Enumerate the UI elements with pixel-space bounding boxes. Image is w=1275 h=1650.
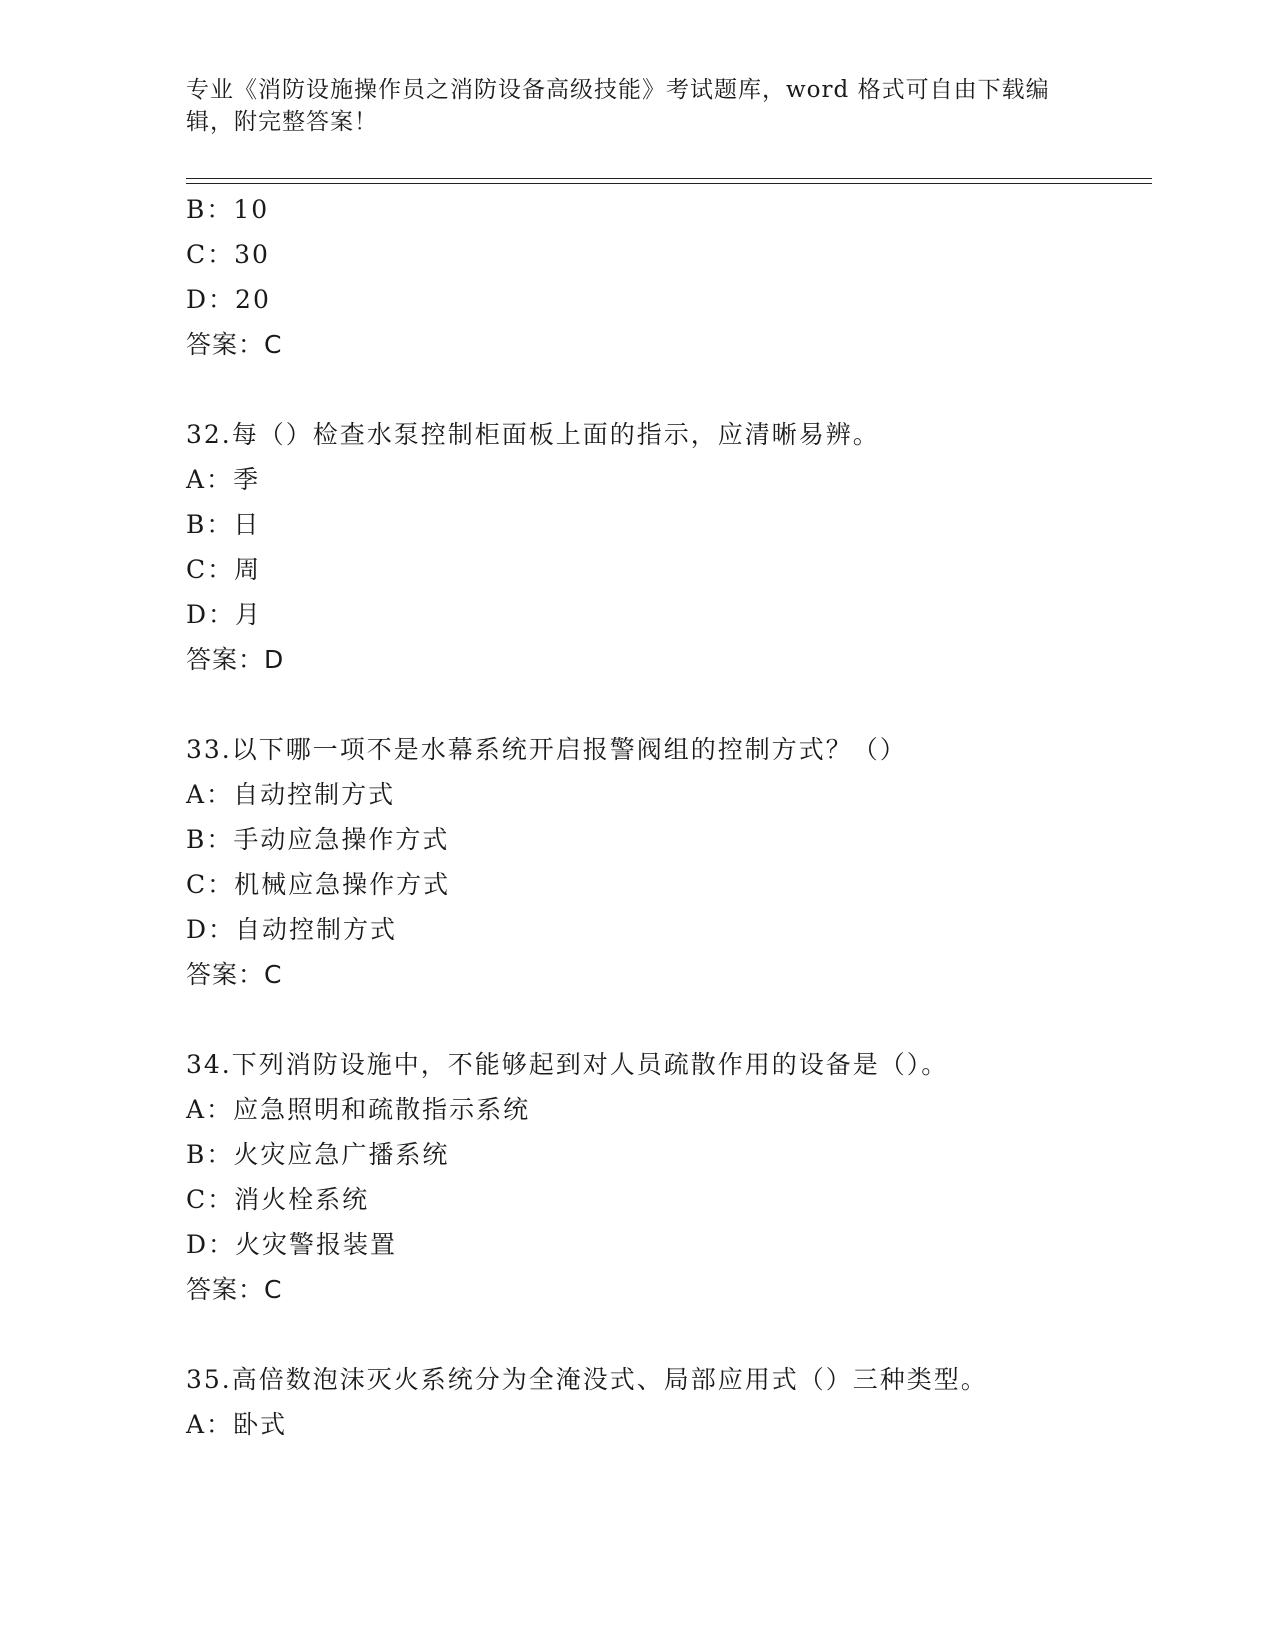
option-label: C： bbox=[186, 555, 235, 584]
intro-line-1: 专业《消防设施操作员之消防设备高级技能》考试题库，word 格式可自由下载编 bbox=[186, 77, 1050, 103]
option-text: 30 bbox=[234, 240, 270, 269]
option-label: B： bbox=[186, 1140, 234, 1169]
option-label: A： bbox=[186, 1410, 234, 1439]
option-label: B： bbox=[186, 195, 234, 224]
q32-option-d bbox=[186, 598, 262, 632]
q35-option-a bbox=[186, 1408, 287, 1442]
q33-option-a bbox=[186, 778, 395, 812]
option-text: 消火栓系统 bbox=[234, 1185, 370, 1214]
option-label: B： bbox=[186, 825, 234, 854]
option-label: B： bbox=[186, 510, 234, 539]
option-text: 火灾应急广播系统 bbox=[233, 1140, 450, 1169]
q35-stem: 35.高倍数泡沫灭火系统分为全淹没式、局部应用式（）三种类型。 bbox=[186, 1365, 988, 1394]
option-text: 自动控制方式 bbox=[233, 780, 396, 809]
option-label: A： bbox=[186, 465, 234, 494]
option-text: 应急照明和疏散指示系统 bbox=[233, 1095, 531, 1124]
q31-option-b bbox=[186, 193, 269, 227]
option-text: 月 bbox=[235, 600, 263, 629]
q34-option-b bbox=[186, 1138, 449, 1172]
option-label: A： bbox=[186, 1095, 234, 1124]
option-text: 自动控制方式 bbox=[235, 915, 398, 944]
q33-answer: 答案：C bbox=[186, 960, 283, 989]
q34-answer: 答案：C bbox=[186, 1275, 283, 1304]
intro-line-2: 辑，附完整答案！ bbox=[186, 109, 378, 135]
q34-option-c bbox=[186, 1183, 369, 1217]
q31-answer: 答案：C bbox=[186, 330, 283, 359]
q32-stem: 32.每（）检查水泵控制柜面板上面的指示，应清晰易辨。 bbox=[186, 420, 880, 449]
option-label: D： bbox=[186, 600, 236, 629]
option-label: C： bbox=[186, 870, 235, 899]
q31-option-d bbox=[186, 283, 271, 317]
option-text: 卧式 bbox=[233, 1410, 288, 1439]
option-label: D： bbox=[186, 1230, 236, 1259]
option-label: A： bbox=[186, 780, 234, 809]
option-text: 日 bbox=[233, 510, 261, 539]
option-label: C： bbox=[186, 1185, 235, 1214]
option-text: 周 bbox=[234, 555, 262, 584]
option-text: 手动应急操作方式 bbox=[233, 825, 450, 854]
q32-answer: 答案：D bbox=[186, 645, 285, 674]
option-text: 20 bbox=[235, 285, 271, 314]
option-label: D： bbox=[186, 285, 236, 314]
document-intro bbox=[186, 74, 1066, 138]
q34-option-a bbox=[186, 1093, 530, 1127]
option-text: 火灾警报装置 bbox=[235, 1230, 398, 1259]
option-text: 10 bbox=[233, 195, 270, 224]
q33-stem: 33.以下哪一项不是水幕系统开启报警阀组的控制方式？（） bbox=[186, 735, 907, 764]
option-label: C： bbox=[186, 240, 235, 269]
option-text: 机械应急操作方式 bbox=[234, 870, 451, 899]
q31-option-c bbox=[186, 238, 270, 272]
option-label: D： bbox=[186, 915, 236, 944]
q32-option-c bbox=[186, 553, 261, 587]
q34-option-d bbox=[186, 1228, 397, 1262]
q32-option-b bbox=[186, 508, 260, 542]
option-text: 季 bbox=[233, 465, 261, 494]
q32-option-a bbox=[186, 463, 260, 497]
header-rule-bottom bbox=[186, 183, 1152, 184]
q33-option-c bbox=[186, 868, 450, 902]
header-rule-top bbox=[186, 178, 1152, 179]
q34-stem: 34.下列消防设施中，不能够起到对人员疏散作用的设备是（）。 bbox=[186, 1050, 949, 1079]
q33-option-b bbox=[186, 823, 449, 857]
q33-option-d bbox=[186, 913, 397, 947]
